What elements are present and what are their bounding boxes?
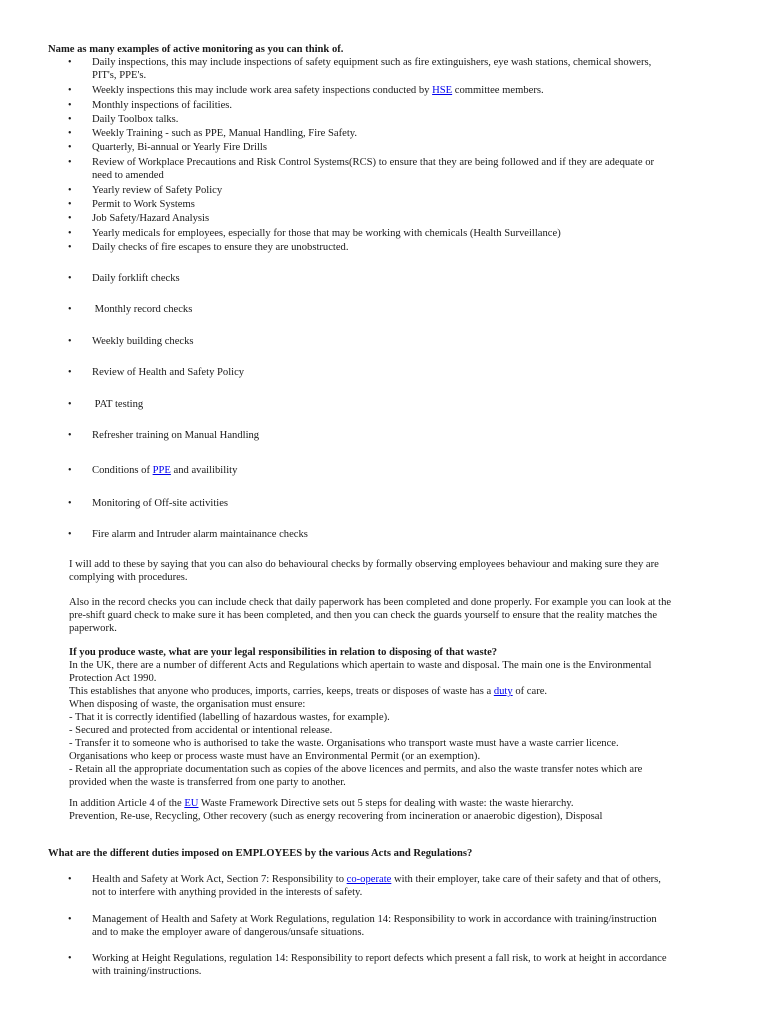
bullet-icon: • — [68, 273, 72, 284]
bullet-icon: • — [68, 100, 72, 111]
bullet-icon: • — [68, 336, 72, 347]
list-item: • Quarterly, Bi-annual or Yearly Fire Drills — [68, 142, 267, 153]
list-item: • Job Safety/Hazard Analysis — [68, 213, 210, 224]
hse-link[interactable]: HSE — [432, 85, 453, 96]
bullet-icon: • — [68, 399, 72, 410]
list-item: • Daily inspections, this may include inspections of safety equipment such as fire extinguishers, eye wash stations, chemical showers, PIT's, PPE's. — [68, 57, 652, 81]
bullet-icon: • — [68, 85, 72, 96]
bullet-icon: • — [68, 228, 72, 239]
list-item: • Monitoring of Off-site activities — [68, 498, 229, 509]
list-item: • Weekly Training - such as PPE, Manual Handling, Fire Safety. — [68, 128, 358, 139]
list-item: • Review of Workplace Precautions and Risk Control Systems(RCS) to ensure that they are being followed and if they are adequate or need to amended — [68, 157, 655, 181]
bullet-icon: • — [68, 498, 72, 509]
bullet-icon: • — [68, 128, 72, 139]
list-item: • Permit to Work Systems — [68, 199, 195, 210]
list-item: • Review of Health and Safety Policy — [68, 367, 245, 378]
bullet-icon: • — [68, 465, 72, 476]
list-item: • Management of Health and Safety at Work Regulations, regulation 14: Responsibility to work in accordance with training/instruction and to make the employer aware of dangerous/unsafe situations. — [68, 914, 657, 938]
bullet-icon: • — [68, 185, 72, 196]
list-item: • Refresher training on Manual Handling — [68, 430, 260, 441]
bullet-icon: • — [68, 157, 72, 168]
bullet-icon: • — [68, 114, 72, 125]
bullet-icon: • — [68, 142, 72, 153]
list-item: • Weekly inspections this may include work area safety inspections conducted by HSE committee members. — [68, 85, 544, 96]
bullet-icon: • — [68, 57, 72, 68]
ppe-link[interactable]: PPE — [152, 465, 171, 476]
list-item: • Monthly record checks — [68, 304, 193, 315]
waste-hierarchy-text: In addition Article 4 of the EU Waste Framework Directive sets out 5 steps for dealing with waste: the waste hierarchy. Prevention, Re-use, Recycling, Other recovery (such as energy recovering from incineration or anaerobic digestion), Disposal — [69, 798, 603, 822]
waste-responsibilities-text: In the UK, there are a number of different Acts and Regulations which apertain to waste and disposal. The main one is the Environmental Protection Act 1990. This establishes that anyone who produces, imports, carries, keeps, treats or disposes of waste has a duty of care. When disposing of waste, the organisation must ensure: - That it is correctly identified (labelling of hazardous wastes, for example). - Secured and protected from accidental or intentional release. - Transfer it to someone who is authorised to take the waste. Organisations who transport waste must have a waste carrier licence. Organisations who keep or process waste must have an Environmental Permit (or an exemption). - Retain all the appropriate documentation such as copies of the above licences and permits, and also the waste transfer notes which are provided when the waste is transferred from one party to another. — [69, 660, 652, 788]
list-item: • Weekly building checks — [68, 336, 194, 347]
list-item: • Health and Safety at Work Act, Section 7: Responsibility to co-operate with their employer, take care of their safety and that of others, not to interfere with anything provided in the interests of safety. — [68, 874, 661, 898]
bullet-icon: • — [68, 213, 72, 224]
paragraph-behavioural-checks: I will add to these by saying that you can also do behavioural checks by formally observing employees behaviour and making sure they are complying with procedures. — [69, 559, 659, 583]
list-item: • Daily Toolbox talks. — [68, 114, 179, 125]
bullet-icon: • — [68, 914, 72, 925]
section1-heading: Name as many examples of active monitoring as you can think of. — [48, 44, 344, 55]
bullet-icon: • — [68, 874, 72, 885]
bullet-icon: • — [68, 242, 72, 253]
list-item: • Working at Height Regulations, regulation 14: Responsibility to report defects which present a fall risk, to work at height in accordance with training/instructions. — [68, 953, 667, 977]
bullet-icon: • — [68, 199, 72, 210]
bullet-icon: • — [68, 953, 72, 964]
bullet-icon: • — [68, 529, 72, 540]
bullet-icon: • — [68, 304, 72, 315]
list-item: • PAT testing — [68, 399, 144, 410]
list-item: • Monthly inspections of facilities. — [68, 100, 233, 111]
paragraph-record-checks: Also in the record checks you can include check that daily paperwork has been completed and done properly. For example you can look at the pre-shift guard check to make sure it has been completed, and then you can check the guards yourself to ensure that the reality matches the paperwork. — [69, 597, 672, 634]
bullet-icon: • — [68, 430, 72, 441]
section2-heading: If you produce waste, what are your legal responsibilities in relation to disposing of that waste? — [69, 647, 498, 658]
eu-link[interactable]: EU — [184, 798, 199, 809]
list-item: • Daily checks of fire escapes to ensure they are unobstructed. — [68, 242, 349, 253]
bullet-icon: • — [68, 367, 72, 378]
list-item: • Yearly medicals for employees, especially for those that may be working with chemicals (Health Surveillance) — [68, 228, 561, 239]
duty-link[interactable]: duty — [493, 686, 513, 697]
co-operate-link[interactable]: co-operate — [346, 874, 392, 885]
list-item: • Conditions of PPE and availibility — [68, 465, 238, 476]
list-item: • Yearly review of Safety Policy — [68, 185, 223, 196]
section3-heading: What are the different duties imposed on EMPLOYEES by the various Acts and Regulations? — [48, 848, 473, 859]
list-item: • Fire alarm and Intruder alarm maintainance checks — [68, 529, 308, 540]
list-item: • Daily forklift checks — [68, 273, 180, 284]
